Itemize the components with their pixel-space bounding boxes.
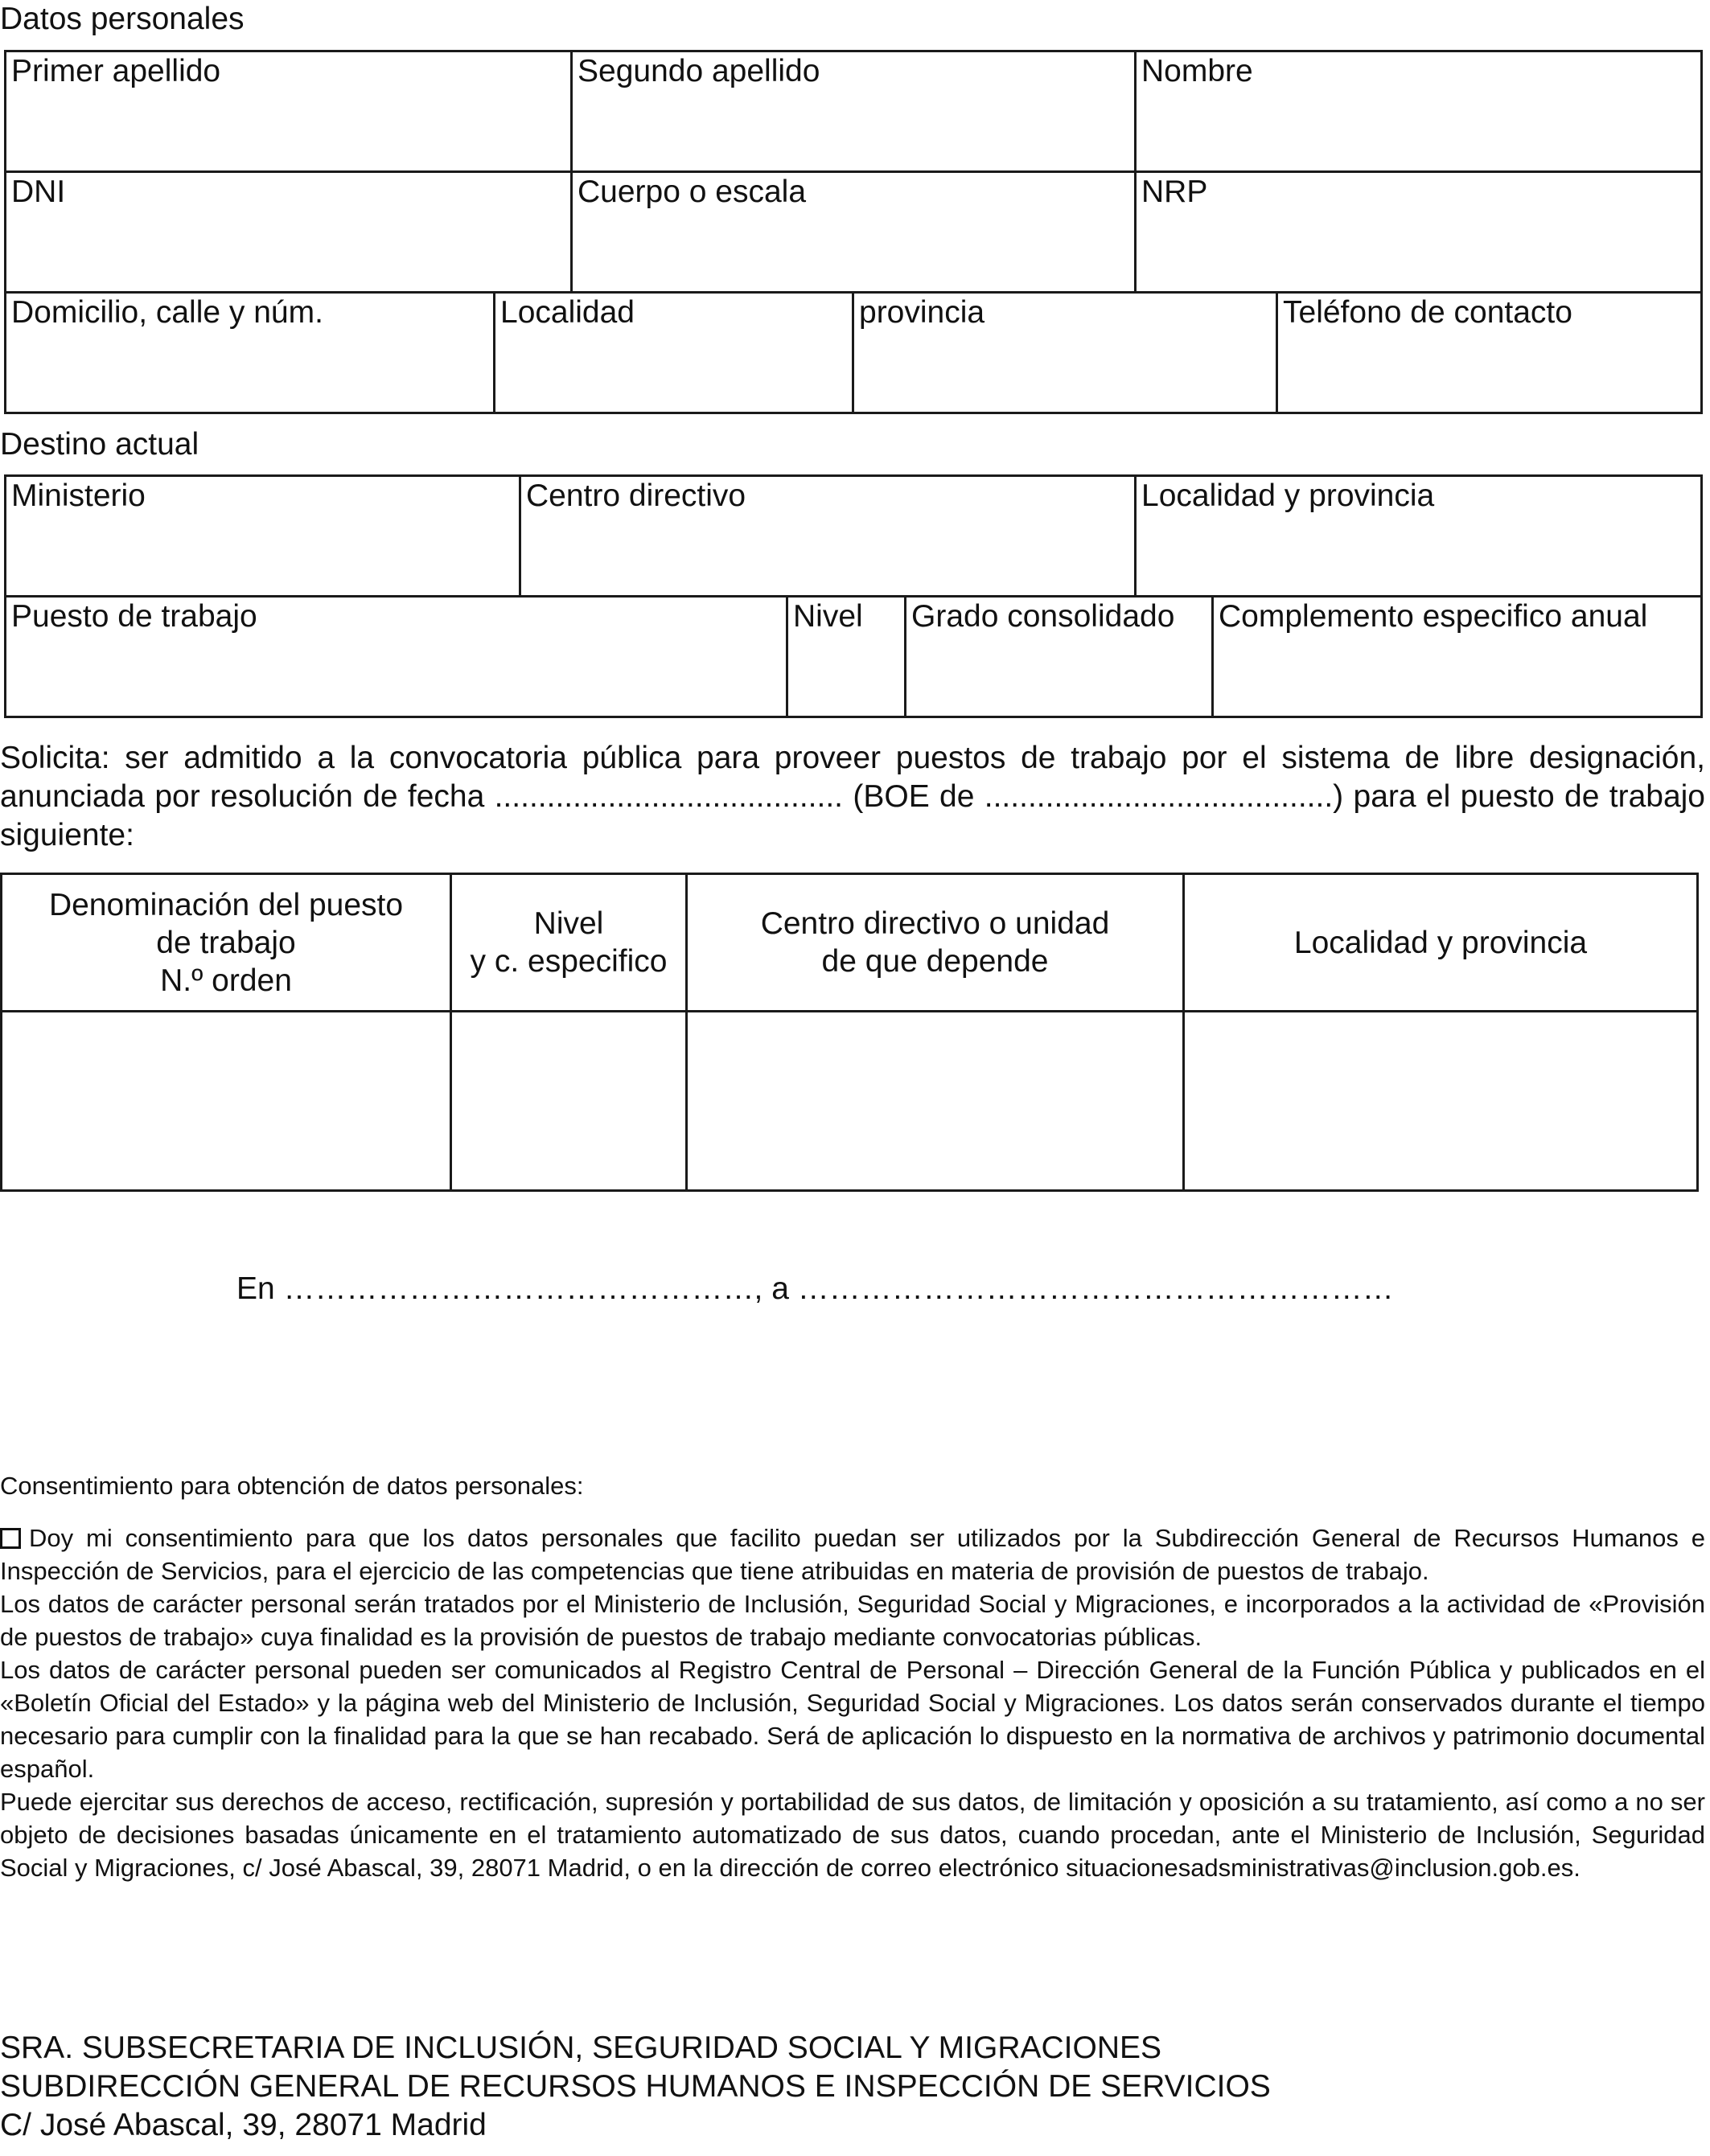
field-cuerpo-escala[interactable] bbox=[570, 170, 1137, 294]
consent-paragraph-1: Los datos de carácter personal serán tratados por el Ministerio de Inclusión, Seguridad Social y Migraciones, e incorporados a la actividad de «Provisión de puestos de trabajo» cuya finalidad es la provisión de puestos de trabajo mediante convocatorias públicas. bbox=[0, 1590, 1705, 1651]
address-line-2: SUBDIRECCIÓN GENERAL DE RECURSOS HUMANOS E INSPECCIÓN DE SERVICIOS bbox=[0, 2069, 1271, 2104]
table-header-nivel bbox=[450, 873, 688, 1012]
table-header-denominacion bbox=[0, 873, 452, 1012]
field-label: Complemento especifico anual bbox=[1219, 599, 1648, 634]
field-label: DNI bbox=[11, 175, 66, 209]
header-line: N.º orden bbox=[160, 963, 292, 998]
section-title-datos-personales: Datos personales bbox=[0, 2, 245, 36]
field-centro-directivo[interactable] bbox=[519, 474, 1137, 598]
table-cell-localidad[interactable] bbox=[1182, 1010, 1699, 1192]
field-puesto-trabajo[interactable] bbox=[4, 595, 788, 718]
field-grado-consolidado[interactable] bbox=[904, 595, 1214, 718]
field-label: Localidad y provincia bbox=[1141, 478, 1435, 513]
table-cell-denominacion[interactable] bbox=[0, 1010, 452, 1192]
field-label: Domicilio, calle y núm. bbox=[11, 295, 323, 330]
field-provincia[interactable] bbox=[852, 291, 1278, 414]
consent-paragraph-2: Los datos de carácter personal pueden ser comunicados al Registro Central de Personal – Dirección General de la Función Pública y publicados en el «Boletín Oficial del Estado» y la página web del Ministerio de Inclusión, Seguridad Social y Migraciones. Los datos serán conservados durante el tiempo necesario para cumplir con la finalidad para la que se han recabado. Será de aplicación lo dispuesto en la normativa de archivos y patrimonio documental español. bbox=[0, 1656, 1705, 1783]
field-nivel[interactable] bbox=[786, 595, 906, 718]
header-line: de trabajo bbox=[156, 925, 296, 960]
address-line-3: C/ José Abascal, 39, 28071 Madrid bbox=[0, 2108, 487, 2142]
field-label: Grado consolidado bbox=[911, 599, 1175, 634]
field-nrp[interactable] bbox=[1134, 170, 1703, 294]
field-label: NRP bbox=[1141, 175, 1208, 209]
section-title-destino-actual: Destino actual bbox=[0, 427, 199, 462]
consent-title: Consentimiento para obtención de datos personales: bbox=[0, 1472, 584, 1500]
table-cell-nivel[interactable] bbox=[450, 1010, 688, 1192]
field-label: Ministerio bbox=[11, 478, 146, 513]
place-date-line: En ………………………………………, a ………………………………………………… bbox=[236, 1271, 1394, 1306]
consent-checkbox-text: Doy mi consentimiento para que los datos personales que facilito puedan ser utilizados por la Subdirección General de Recursos Humanos e Inspección de Servicios, para el ejercicio de las competencias que tiene atribuidas en materia de provisión de puestos de trabajo. bbox=[0, 1524, 1705, 1585]
header-line: y c. especifico bbox=[470, 944, 668, 979]
table-header-centro-directivo bbox=[685, 873, 1185, 1012]
consent-checkbox[interactable] bbox=[0, 1528, 21, 1549]
field-nombre[interactable] bbox=[1134, 50, 1703, 173]
consent-block bbox=[0, 1522, 1705, 1884]
consent-paragraph-3: Puede ejercitar sus derechos de acceso, rectificación, supresión y portabilidad de sus datos, de limitación y oposición a su tratamiento, así como a no ser objeto de decisiones basadas únicamente en el tratamiento automatizado de sus datos, cuando procedan, ante el Ministerio de Inclusión, Seguridad Social y Migraciones, c/ José Abascal, 39, 28071 Madrid, o en la dirección de correo electrónico situacionesadsministrativas@inclusion.gob.es. bbox=[0, 1788, 1705, 1882]
field-label: Nivel bbox=[793, 599, 863, 634]
solicita-paragraph: Solicita: ser admitido a la convocatoria pública para proveer puestos de trabajo por el sistema de libre designación, anunciada por resolución de fecha ........................................ (BOE de ........................................) para el puesto de trabajo siguiente: bbox=[0, 741, 1705, 852]
table-cell-centro-directivo[interactable] bbox=[685, 1010, 1185, 1192]
field-primer-apellido[interactable] bbox=[4, 50, 573, 173]
header-line: Localidad y provincia bbox=[1293, 925, 1588, 960]
field-dni[interactable] bbox=[4, 170, 573, 294]
address-line-1: SRA. SUBSECRETARIA DE INCLUSIÓN, SEGURIDAD SOCIAL Y MIGRACIONES bbox=[0, 2031, 1162, 2065]
field-label: provincia bbox=[859, 295, 985, 330]
field-label: Localidad bbox=[500, 295, 635, 330]
field-segundo-apellido[interactable] bbox=[570, 50, 1137, 173]
header-line: Centro directivo o unidad bbox=[760, 906, 1110, 941]
field-complemento-especifico[interactable] bbox=[1211, 595, 1703, 718]
header-line: Denominación del puesto bbox=[48, 887, 404, 922]
field-label: Puesto de trabajo bbox=[11, 599, 257, 634]
field-label: Primer apellido bbox=[11, 54, 221, 88]
consent-checkbox-row[interactable] bbox=[0, 1522, 1705, 1587]
header-line: de que depende bbox=[821, 944, 1049, 979]
field-label: Segundo apellido bbox=[578, 54, 820, 88]
header-line: Nivel bbox=[533, 906, 604, 941]
field-localidad-provincia[interactable] bbox=[1134, 474, 1703, 598]
field-label: Centro directivo bbox=[526, 478, 746, 513]
field-domicilio[interactable] bbox=[4, 291, 495, 414]
field-label: Teléfono de contacto bbox=[1283, 295, 1572, 330]
field-ministerio[interactable] bbox=[4, 474, 521, 598]
field-label: Cuerpo o escala bbox=[578, 175, 807, 209]
field-label: Nombre bbox=[1141, 54, 1253, 88]
field-localidad[interactable] bbox=[493, 291, 854, 414]
table-header-localidad bbox=[1182, 873, 1699, 1012]
field-telefono[interactable] bbox=[1276, 291, 1703, 414]
